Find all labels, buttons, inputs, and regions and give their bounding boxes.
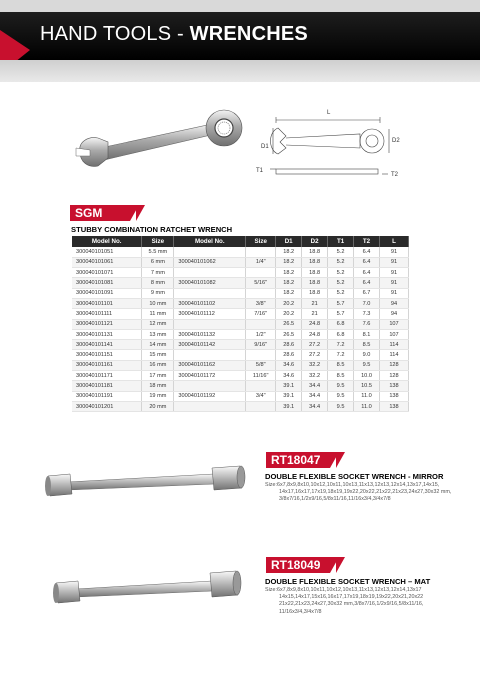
table-cell: 18.8 <box>302 268 328 278</box>
table-cell: 6.8 <box>328 319 354 329</box>
table-cell: 300040101161 <box>72 360 142 370</box>
table-cell: 18.8 <box>302 247 328 257</box>
table-cell: 6 mm <box>142 257 174 267</box>
table-cell: 34.4 <box>302 401 328 411</box>
table-row <box>72 371 409 381</box>
table-cell: 18.2 <box>276 288 302 298</box>
table-cell: 18.8 <box>302 278 328 288</box>
table-cell: 138 <box>379 381 408 391</box>
table-cell: 34.6 <box>276 371 302 381</box>
table-cell: 28.6 <box>276 350 302 360</box>
table-cell: 7.3 <box>354 309 380 319</box>
table-cell: 9.5 <box>354 360 380 370</box>
table-cell: 20 mm <box>142 401 174 411</box>
table-cell: 300040101142 <box>174 340 246 350</box>
table-cell: 5.2 <box>328 257 354 267</box>
table-cell: 11 mm <box>142 309 174 319</box>
table-cell: 91 <box>379 268 408 278</box>
table-cell: 21 <box>302 298 328 308</box>
table-cell: 20.2 <box>276 298 302 308</box>
table-cell: 18.2 <box>276 278 302 288</box>
table-cell: 21 <box>302 309 328 319</box>
table-cell: 138 <box>379 401 408 411</box>
table-cell: 5.7 <box>328 309 354 319</box>
table-cell: 300040101071 <box>72 268 142 278</box>
table-cell: 28.6 <box>276 340 302 350</box>
table-cell <box>246 247 276 257</box>
table-cell: 1/2" <box>246 329 276 339</box>
flex-socket-wrench-mirror-image <box>42 460 247 505</box>
sgm-title: STUBBY COMBINATION RATCHET WRENCH <box>71 225 233 234</box>
table-cell: 8 mm <box>142 278 174 288</box>
table-row <box>72 309 409 319</box>
table-cell: 17 mm <box>142 371 174 381</box>
table-cell: 10.5 <box>354 381 380 391</box>
table-cell: 10 mm <box>142 298 174 308</box>
table-cell: 5.5 mm <box>142 247 174 257</box>
table-cell: 91 <box>379 247 408 257</box>
table-cell: 26.5 <box>276 319 302 329</box>
col-header: Model No. <box>72 236 142 247</box>
table-cell: 5.2 <box>328 247 354 257</box>
col-header: D2 <box>302 236 328 247</box>
table-cell <box>174 288 246 298</box>
table-cell: 34.4 <box>302 391 328 401</box>
table-cell <box>174 350 246 360</box>
rt18049-title: DOUBLE FLEXIBLE SOCKET WRENCH – MAT <box>265 577 431 586</box>
table-cell <box>174 401 246 411</box>
table-row <box>72 257 409 267</box>
col-header: D1 <box>276 236 302 247</box>
table-cell: 6.4 <box>354 257 380 267</box>
table-cell: 300040101111 <box>72 309 142 319</box>
table-row <box>72 288 409 298</box>
table-cell: 6.8 <box>328 329 354 339</box>
table-cell: 9.0 <box>354 350 380 360</box>
table-cell: 5.2 <box>328 278 354 288</box>
table-cell: 7.2 <box>328 340 354 350</box>
table-cell: 39.1 <box>276 381 302 391</box>
table-cell: 3/4" <box>246 391 276 401</box>
table-row <box>72 278 409 288</box>
table-cell: 24.8 <box>302 319 328 329</box>
table-row <box>72 360 409 370</box>
col-header: Size <box>142 236 174 247</box>
table-cell: 300040101081 <box>72 278 142 288</box>
table-cell: 18.2 <box>276 247 302 257</box>
table-cell: 8.5 <box>328 360 354 370</box>
table-cell: 6.4 <box>354 278 380 288</box>
table-cell: 128 <box>379 371 408 381</box>
table-cell: 300040101062 <box>174 257 246 267</box>
table-cell: 5/8" <box>246 360 276 370</box>
table-cell: 12 mm <box>142 319 174 329</box>
table-row <box>72 247 409 257</box>
table-cell: 10.0 <box>354 371 380 381</box>
table-cell: 18.8 <box>302 288 328 298</box>
table-cell: 91 <box>379 288 408 298</box>
dim-label-t2: T2 <box>391 172 399 178</box>
table-row <box>72 329 409 339</box>
table-cell: 7/16" <box>246 309 276 319</box>
table-cell: 27.2 <box>302 350 328 360</box>
table-cell <box>246 288 276 298</box>
table-cell: 34.6 <box>276 360 302 370</box>
table-cell: 32.2 <box>302 360 328 370</box>
table-cell: 300040101121 <box>72 319 142 329</box>
rt18049-tag: RT18049 <box>266 557 348 573</box>
table-cell <box>174 268 246 278</box>
table-cell: 9.5 <box>328 391 354 401</box>
table-cell: 3/8" <box>246 298 276 308</box>
table-cell <box>174 319 246 329</box>
table-cell: 300040101162 <box>174 360 246 370</box>
table-cell: 39.1 <box>276 401 302 411</box>
table-cell: 9.5 <box>328 381 354 391</box>
col-header: Model No. <box>174 236 246 247</box>
table-row <box>72 391 409 401</box>
col-header: T2 <box>354 236 380 247</box>
table-cell: 18 mm <box>142 381 174 391</box>
table-cell: 300040101201 <box>72 401 142 411</box>
table-cell: 9 mm <box>142 288 174 298</box>
table-cell <box>246 268 276 278</box>
table-cell: 300040101172 <box>174 371 246 381</box>
table-cell: 300040101112 <box>174 309 246 319</box>
rt18047-sizes: Size:6x7,8x9,8x10,10x12,10x11,10x13,11x13,12x13,12x14,13x17,14x15, 14x17,16x17,17x19,18x19,19x22,20x22,21x22,21x23,24x27,30x32 mm, 3/8x7/16,1/2x9/16,5/8x11/16,11/16x3/4,3/4x7/8 <box>265 482 452 503</box>
table-cell: 300040101101 <box>72 298 142 308</box>
table-cell: 11.0 <box>354 401 380 411</box>
table-cell <box>174 247 246 257</box>
col-header: T1 <box>328 236 354 247</box>
table-cell: 9.5 <box>328 401 354 411</box>
table-cell: 24.8 <box>302 329 328 339</box>
table-cell: 300040101082 <box>174 278 246 288</box>
table-row <box>72 298 409 308</box>
table-cell: 300040101191 <box>72 391 142 401</box>
page-header <box>0 0 480 82</box>
table-cell: 300040101181 <box>72 381 142 391</box>
dim-label-t1: T1 <box>256 168 264 174</box>
col-header: L <box>379 236 408 247</box>
table-row <box>72 340 409 350</box>
header-grey-band <box>0 60 480 82</box>
flex-socket-wrench-mat-image <box>52 565 242 610</box>
table-cell: 8.1 <box>354 329 380 339</box>
table-cell: 34.4 <box>302 381 328 391</box>
table-cell: 9/16" <box>246 340 276 350</box>
table-cell: 300040101061 <box>72 257 142 267</box>
table-cell: 20.2 <box>276 309 302 319</box>
table-cell: 300040101091 <box>72 288 142 298</box>
table-row <box>72 401 409 411</box>
table-cell: 300040101132 <box>174 329 246 339</box>
table-cell: 94 <box>379 298 408 308</box>
table-cell: 300040101171 <box>72 371 142 381</box>
table-row <box>72 350 409 360</box>
table-cell: 114 <box>379 340 408 350</box>
table-cell <box>246 319 276 329</box>
table-cell: 5.7 <box>328 298 354 308</box>
sgm-tag: SGM <box>70 205 148 221</box>
ratchet-wrench-image <box>72 108 262 170</box>
table-cell: 13 mm <box>142 329 174 339</box>
table-cell: 18.2 <box>276 268 302 278</box>
spec-table <box>72 236 409 412</box>
table-cell: 26.5 <box>276 329 302 339</box>
table-cell: 300040101051 <box>72 247 142 257</box>
table-cell: 91 <box>379 278 408 288</box>
table-cell: 107 <box>379 319 408 329</box>
table-cell <box>246 381 276 391</box>
table-row <box>72 268 409 278</box>
table-cell: 19 mm <box>142 391 174 401</box>
table-cell: 7.0 <box>354 298 380 308</box>
table-cell: 16 mm <box>142 360 174 370</box>
table-cell: 300040101141 <box>72 340 142 350</box>
table-cell: 7.6 <box>354 319 380 329</box>
table-cell: 39.1 <box>276 391 302 401</box>
table-cell: 6.7 <box>354 288 380 298</box>
table-cell: 7 mm <box>142 268 174 278</box>
table-cell <box>246 350 276 360</box>
dim-label-d1: D1 <box>261 144 269 150</box>
table-cell: 27.2 <box>302 340 328 350</box>
rt18047-tag: RT18047 <box>266 452 348 468</box>
table-cell: 7.2 <box>328 350 354 360</box>
table-cell: 300040101151 <box>72 350 142 360</box>
col-header: Size <box>246 236 276 247</box>
page-title: HAND TOOLS - WRENCHES <box>40 23 308 45</box>
dim-label-l: L <box>327 110 331 116</box>
table-cell: 6.4 <box>354 268 380 278</box>
rt18049-sizes: Size:6x7,8x9,8x10,10x11,10x12,10x13,11x13,12x13,12x14,13x17 14x15,14x17,15x16,16x17,17x19,18x19,19x22,20x21,20x22 21x22,21x23,24x27,30x32 mm,3/8x7/16,1/2x9/16,5/8x11/16, 11/16x3/4,3/4x7/8 <box>265 587 424 615</box>
table-cell: 1/4" <box>246 257 276 267</box>
table-row <box>72 319 409 329</box>
table-cell: 14 mm <box>142 340 174 350</box>
table-cell: 18.8 <box>302 257 328 267</box>
table-cell: 6.4 <box>354 247 380 257</box>
table-cell <box>174 381 246 391</box>
table-cell: 5/16" <box>246 278 276 288</box>
table-cell: 114 <box>379 350 408 360</box>
table-cell: 8.5 <box>354 340 380 350</box>
table-cell: 300040101102 <box>174 298 246 308</box>
table-cell <box>246 401 276 411</box>
table-cell: 18.2 <box>276 257 302 267</box>
table-row <box>72 381 409 391</box>
table-cell: 138 <box>379 391 408 401</box>
table-header-row <box>72 236 409 247</box>
table-cell: 300040101131 <box>72 329 142 339</box>
dim-label-d2: D2 <box>392 138 400 144</box>
table-cell: 94 <box>379 309 408 319</box>
table-cell: 8.5 <box>328 371 354 381</box>
table-cell: 91 <box>379 257 408 267</box>
table-cell: 107 <box>379 329 408 339</box>
table-cell: 5.2 <box>328 288 354 298</box>
table-cell: 32.2 <box>302 371 328 381</box>
table-cell: 300040101192 <box>174 391 246 401</box>
table-cell: 15 mm <box>142 350 174 360</box>
table-cell: 5.2 <box>328 268 354 278</box>
table-cell: 11.0 <box>354 391 380 401</box>
table-cell: 128 <box>379 360 408 370</box>
table-cell: 11/16" <box>246 371 276 381</box>
rt18047-title: DOUBLE FLEXIBLE SOCKET WRENCH - MIRROR <box>265 472 444 481</box>
